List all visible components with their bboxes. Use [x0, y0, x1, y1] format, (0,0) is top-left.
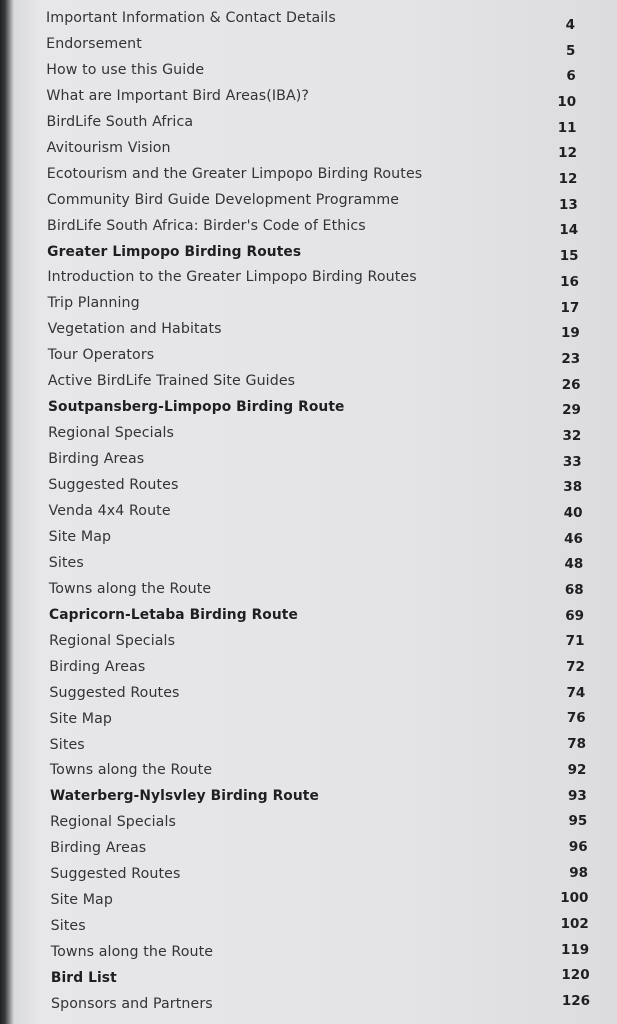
toc-page-number: 126: [561, 993, 590, 1009]
toc-entry: [0, 551, 617, 575]
toc-page-number: 26: [561, 376, 581, 393]
toc-entry: [0, 317, 617, 341]
toc-page-number: 10: [557, 94, 577, 111]
toc-entry-title: Towns along the Route: [48, 580, 212, 597]
toc-entry-title: Active BirdLife Trained Site Guides: [47, 373, 296, 390]
toc-page-number: 119: [561, 941, 590, 958]
toc-entry: [0, 707, 617, 731]
toc-entry-title: Birding Areas: [48, 451, 145, 468]
toc-entry-title: Ecotourism and the Greater Limpopo Birding Routes: [46, 165, 423, 182]
toc-page-number: 74: [566, 684, 586, 701]
toc-entry-title: How to use this Guide: [46, 61, 205, 78]
toc-entry: [0, 32, 617, 59]
toc-entry: [0, 473, 617, 497]
toc-entry-title: Towns along the Route: [50, 944, 214, 961]
toc-entry-title: Vegetation and Habitats: [47, 321, 222, 338]
toc-entry-title: Sponsors and Partners: [51, 996, 213, 1012]
toc-page-number: 46: [564, 530, 583, 547]
toc-page-number: 76: [566, 710, 586, 727]
toc-entry: [0, 940, 617, 964]
toc-entry-title: Endorsement: [46, 35, 142, 52]
toc-entry-title: What are Important Bird Areas(IBA)?: [46, 87, 310, 104]
toc-entry: [0, 188, 617, 212]
toc-entry: [0, 395, 617, 419]
toc-entry: [0, 110, 617, 134]
toc-entry: [0, 758, 617, 782]
toc-page-number: 100: [560, 890, 589, 907]
toc-entry: [0, 888, 617, 912]
toc-page-number: 17: [560, 299, 580, 316]
toc-entry-title: Regional Specials: [49, 632, 176, 649]
toc-entry: [0, 240, 617, 264]
toc-page-number: 102: [560, 915, 589, 932]
toc-entry-title: Avitourism Vision: [46, 139, 171, 156]
toc-entry: [0, 369, 617, 393]
toc-page-number: 4: [565, 17, 575, 33]
toc-section-title: Waterberg-Nylsvley Birding Route: [49, 788, 319, 805]
toc-entry-title: Sites: [48, 554, 84, 571]
toc-entry: [0, 214, 617, 238]
toc-page-number: 13: [558, 196, 578, 213]
toc-section-title: Soutpansberg-Limpopo Birding Route: [47, 399, 345, 416]
toc-entry: [0, 810, 617, 834]
toc-entry-title: Suggested Routes: [50, 866, 181, 883]
toc-page-number: 78: [567, 736, 587, 753]
toc-page-number: 12: [558, 171, 578, 188]
toc-page-number: 29: [562, 402, 581, 419]
toc-entry: [0, 291, 617, 315]
toc-entry: [0, 681, 617, 705]
toc-entry: [0, 992, 617, 1016]
toc-entry: [0, 343, 617, 367]
toc-page-number: 40: [563, 505, 583, 521]
toc-entry-title: Site Map: [49, 710, 113, 727]
toc-page-number: 38: [563, 479, 583, 496]
toc-page-number: 16: [560, 273, 579, 290]
toc-entry: [0, 447, 617, 471]
toc-entry-title: Regional Specials: [50, 814, 177, 831]
toc-page-number: 15: [559, 248, 579, 265]
toc-entry-title: Birding Areas: [49, 658, 146, 675]
toc-entry: [0, 577, 617, 601]
toc-entry: [0, 733, 617, 757]
toc-page-number: 14: [559, 222, 579, 239]
toc-section-title: Capricorn-Letaba Birding Route: [49, 606, 298, 623]
toc-entry-title: Trip Planning: [47, 295, 140, 312]
toc-section-title: Greater Limpopo Birding Routes: [47, 243, 302, 260]
toc-page-number: 6: [566, 68, 576, 85]
toc-entry: [0, 136, 617, 160]
toc-page-number: 12: [558, 145, 577, 162]
toc-entry: [0, 655, 617, 679]
toc-entry: [0, 603, 617, 627]
toc-entry-title: Site Map: [50, 892, 113, 909]
toc-entry-title: Important Information & Contact Details: [46, 10, 336, 26]
toc-page-number: 5: [565, 42, 576, 59]
toc-entry: [0, 499, 617, 523]
toc-page-number: 93: [568, 787, 587, 804]
toc-entry-title: Suggested Routes: [49, 684, 180, 701]
toc-entry: [0, 629, 617, 653]
toc-entry: [0, 836, 617, 860]
toc-entry-title: Suggested Routes: [48, 477, 179, 494]
toc-page-number: 71: [565, 633, 585, 650]
toc-entry: [0, 784, 617, 808]
toc-page-number: 68: [564, 582, 584, 599]
toc-page-number: 32: [562, 427, 582, 444]
toc-page-number: 23: [561, 350, 581, 367]
toc-entry: [0, 862, 617, 886]
toc-entry-title: BirdLife South Africa: [46, 113, 194, 130]
toc-entry-title: Site Map: [48, 528, 112, 545]
toc-page-number: 48: [564, 556, 584, 573]
toc-entry-title: Birding Areas: [50, 840, 147, 857]
toc-page-number: 98: [569, 864, 589, 881]
toc-entry: [0, 58, 617, 85]
toc-page-number: 69: [565, 607, 585, 624]
toc-entry-title: Venda 4x4 Route: [48, 503, 171, 519]
toc-entry-title: Tour Operators: [47, 347, 155, 364]
toc-page-number: 72: [566, 659, 585, 676]
toc-page-number: 19: [560, 325, 580, 342]
toc-entry: [0, 421, 617, 445]
toc-section-title: Bird List: [50, 970, 117, 987]
toc-entry: [0, 162, 617, 186]
toc-entry-title: Regional Specials: [48, 425, 175, 442]
toc-entry-title: Community Bird Guide Development Programme: [46, 191, 400, 208]
toc-entry: [0, 966, 617, 990]
toc-page-number: 96: [568, 838, 588, 855]
toc-entry: [0, 525, 617, 549]
toc-entry: [0, 84, 617, 111]
toc-entry-title: Sites: [50, 918, 86, 935]
toc-page-number: 33: [562, 453, 582, 470]
toc-entry-title: Introduction to the Greater Limpopo Birding Routes: [47, 269, 417, 286]
toc-page-number: 11: [557, 119, 577, 136]
toc-entry: [0, 265, 617, 289]
toc-page-number: 92: [567, 761, 587, 778]
toc-entry-title: Towns along the Route: [49, 762, 213, 779]
toc-entry: [0, 6, 617, 33]
toc-entry: [0, 914, 617, 938]
toc-page-number: 120: [561, 967, 590, 984]
toc-entry-title: BirdLife South Africa: Birder's Code of Ethics: [47, 217, 366, 234]
toc-page-number: 95: [568, 813, 588, 830]
toc-entry-title: Sites: [49, 736, 85, 753]
